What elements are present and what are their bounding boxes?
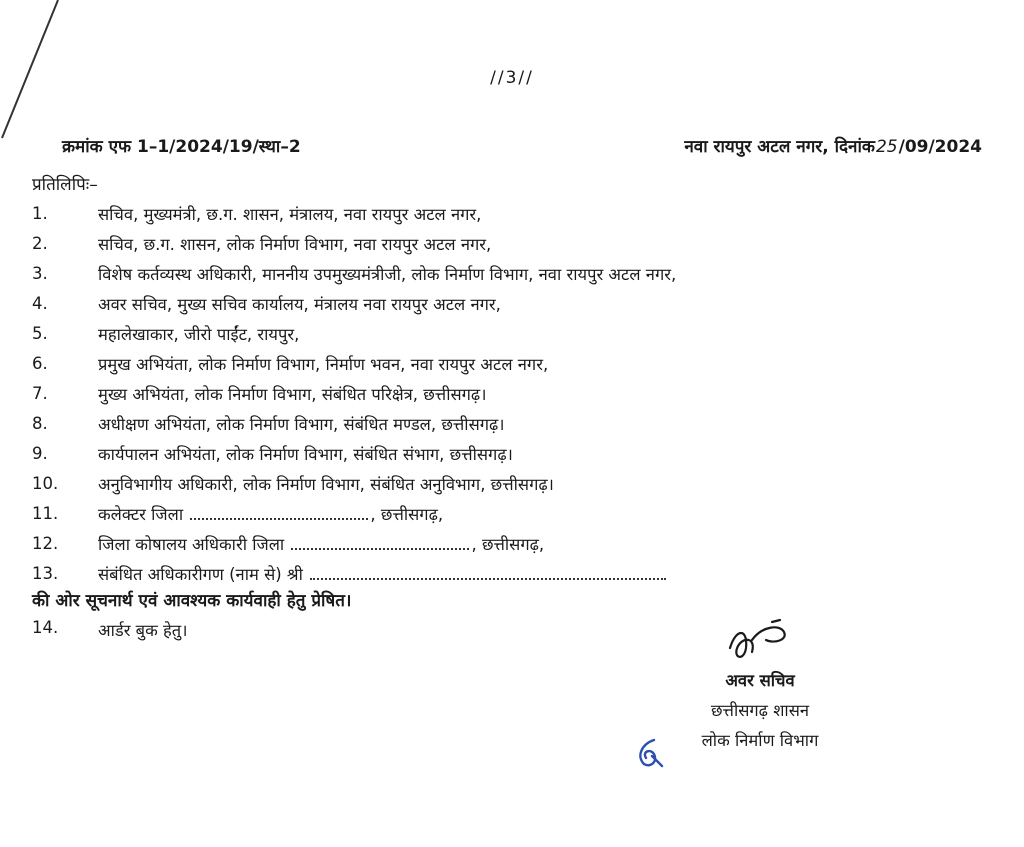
- item-prefix: जिला कोषालय अधिकारी जिला: [98, 534, 285, 554]
- fill-in-blank: [291, 534, 469, 550]
- item-number: 12.: [32, 533, 59, 553]
- month-year: /09/2024: [898, 137, 982, 157]
- list-item-officers: [32, 558, 992, 588]
- item-number: 4.: [32, 293, 48, 313]
- forwarding-note: की ओर सूचनार्थ एवं आवश्यक कार्यवाही हेतु प्रेषित।: [32, 591, 352, 611]
- handwritten-signature: [722, 618, 802, 668]
- fill-in-blank: [190, 504, 368, 520]
- item-number: 14.: [32, 618, 59, 637]
- list-item-collector: [32, 498, 992, 528]
- item-text: [98, 532, 544, 555]
- list-item: [32, 408, 992, 438]
- item-text: मुख्य अभियंता, लोक निर्माण विभाग, संबंधित परिक्षेत्र, छत्तीसगढ़।: [98, 384, 487, 404]
- item-suffix: , छत्तीसगढ़,: [370, 504, 444, 524]
- item-prefix: संबंधित अधिकारीगण (नाम से) श्री: [98, 564, 303, 584]
- item-text: अवर सचिव, मुख्य सचिव कार्यालय, मंत्रालय नवा रायपुर अटल नगर,: [98, 294, 501, 314]
- list-item: [32, 198, 992, 228]
- item-number: 13.: [32, 563, 59, 583]
- item-text: सचिव, मुख्यमंत्री, छ.ग. शासन, मंत्रालय, नवा रायपुर अटल नगर,: [98, 204, 482, 224]
- list-item-treasury: [32, 528, 992, 558]
- item-text: महालेखाकार, जीरो पाईंट, रायपुर,: [98, 324, 300, 344]
- item-text: कार्यपालन अभियंता, लोक निर्माण विभाग, संबंधित संभाग, छत्तीसगढ़।: [98, 444, 513, 464]
- item-number: 7.: [32, 383, 48, 403]
- copy-to-label: प्रतिलिपिः–: [32, 175, 98, 195]
- item-text: अधीक्षण अभियंता, लोक निर्माण विभाग, संबंधित मण्डल, छत्तीसगढ़।: [98, 414, 505, 434]
- item-prefix: कलेक्टर जिला: [98, 504, 184, 524]
- handwritten-day: 25: [875, 137, 898, 157]
- signatory-government: छत्तीसगढ़ शासन: [710, 701, 810, 720]
- item-number: 9.: [32, 443, 48, 463]
- list-item: [32, 378, 992, 408]
- item-suffix: , छत्तीसगढ़,: [471, 534, 545, 554]
- item-number: 10.: [32, 473, 59, 493]
- item-number: 1.: [32, 203, 48, 223]
- item-text: प्रमुख अभियंता, लोक निर्माण विभाग, निर्माण भवन, नवा रायपुर अटल नगर,: [98, 354, 549, 374]
- list-item: [32, 258, 992, 288]
- item-number: 6.: [32, 353, 48, 373]
- reference-line: [62, 134, 982, 157]
- signatory-block: [640, 666, 880, 756]
- item-text: [98, 562, 668, 585]
- signatory-department: लोक निर्माण विभाग: [701, 731, 819, 750]
- item-text: विशेष कर्तव्यस्थ अधिकारी, माननीय उपमुख्यमंत्रीजी, लोक निर्माण विभाग, नवा रायपुर अटल नगर,: [98, 264, 677, 284]
- page-number-marker: //3//: [490, 68, 534, 88]
- item-number: 3.: [32, 263, 48, 283]
- list-item: [32, 318, 992, 348]
- recipient-list: [32, 198, 992, 588]
- item-number: 11.: [32, 503, 59, 523]
- item-number: 2.: [32, 233, 48, 253]
- place-date-label: नवा रायपुर अटल नगर, दिनांक: [684, 137, 875, 157]
- place-date: [684, 134, 982, 157]
- item-number: 8.: [32, 413, 48, 433]
- list-item: [32, 288, 992, 318]
- fill-in-blank: [310, 564, 666, 580]
- list-item-order-book: [32, 618, 187, 641]
- item-text: सचिव, छ.ग. शासन, लोक निर्माण विभाग, नवा रायपुर अटल नगर,: [98, 234, 492, 254]
- list-item: [32, 438, 992, 468]
- list-item: [32, 228, 992, 258]
- reference-number: क्रमांक एफ 1–1/2024/19/स्था–2: [62, 137, 301, 157]
- signatory-designation: अवर सचिव: [725, 671, 795, 690]
- item-text: अनुविभागीय अधिकारी, लोक निर्माण विभाग, संबंधित अनुविभाग, छत्तीसगढ़।: [98, 474, 554, 494]
- item-text: [98, 502, 443, 525]
- list-item: [32, 348, 992, 378]
- list-item: [32, 468, 992, 498]
- blue-ink-initial-mark: [632, 736, 666, 770]
- item-number: 5.: [32, 323, 48, 343]
- item-text: आर्डर बुक हेतु।: [98, 621, 188, 640]
